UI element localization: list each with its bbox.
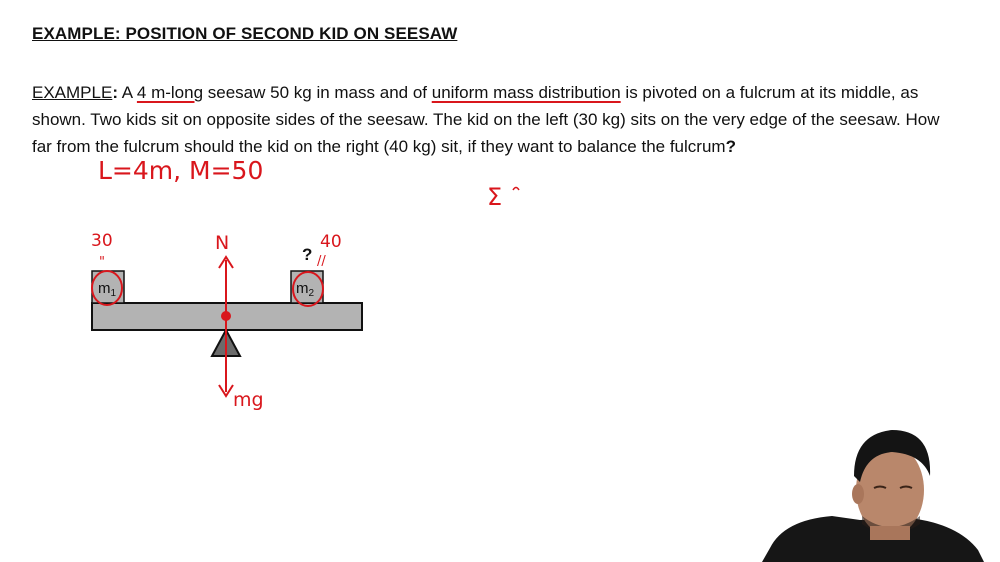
- presenter-silhouette: [762, 420, 992, 562]
- right-kid-mass-note: 40: [320, 232, 342, 252]
- normal-force-label: N: [215, 232, 230, 254]
- weight-label: mg: [233, 389, 264, 411]
- problem-text-1: A: [117, 83, 137, 102]
- presenter-video: [762, 420, 992, 562]
- length-highlight: 4 m-long: [136, 83, 204, 102]
- given-values-note: L=4m, M=50: [98, 156, 264, 185]
- question-mark: ?: [725, 137, 736, 156]
- uniform-mass-highlight: uniform mass distribution: [431, 83, 621, 102]
- left-ditto-mark: ": [99, 255, 105, 270]
- problem-text-3: is pivoted on a fulcrum at its middle, as shown. Two kids sit on opposite sides of the seesaw. The kid on the left (30 kg) sits on the very edge of the seesaw. How far from the fulcrum should the kid on the right (40 kg) sit, if they want to balance the fulcrum: [32, 83, 940, 156]
- page-title: EXAMPLE: POSITION OF SECOND KID ON SEESAW: [32, 24, 458, 43]
- sum-sigma-note: Σ: [487, 183, 503, 211]
- m2-label: $m_2$: [296, 280, 315, 299]
- example-label: EXAMPLE: [32, 83, 113, 102]
- left-kid-mass-note: 30: [91, 231, 113, 251]
- center-of-mass-dot: [221, 311, 231, 321]
- m1-label: $m_1$: [98, 280, 117, 299]
- sigma-subscript-stroke: [513, 188, 519, 191]
- right-ditto-mark: //: [317, 254, 326, 269]
- problem-text-2: seesaw 50 kg in mass and of: [203, 83, 432, 102]
- example-colon: :: [112, 83, 118, 102]
- unknown-position-mark: ?: [302, 245, 313, 264]
